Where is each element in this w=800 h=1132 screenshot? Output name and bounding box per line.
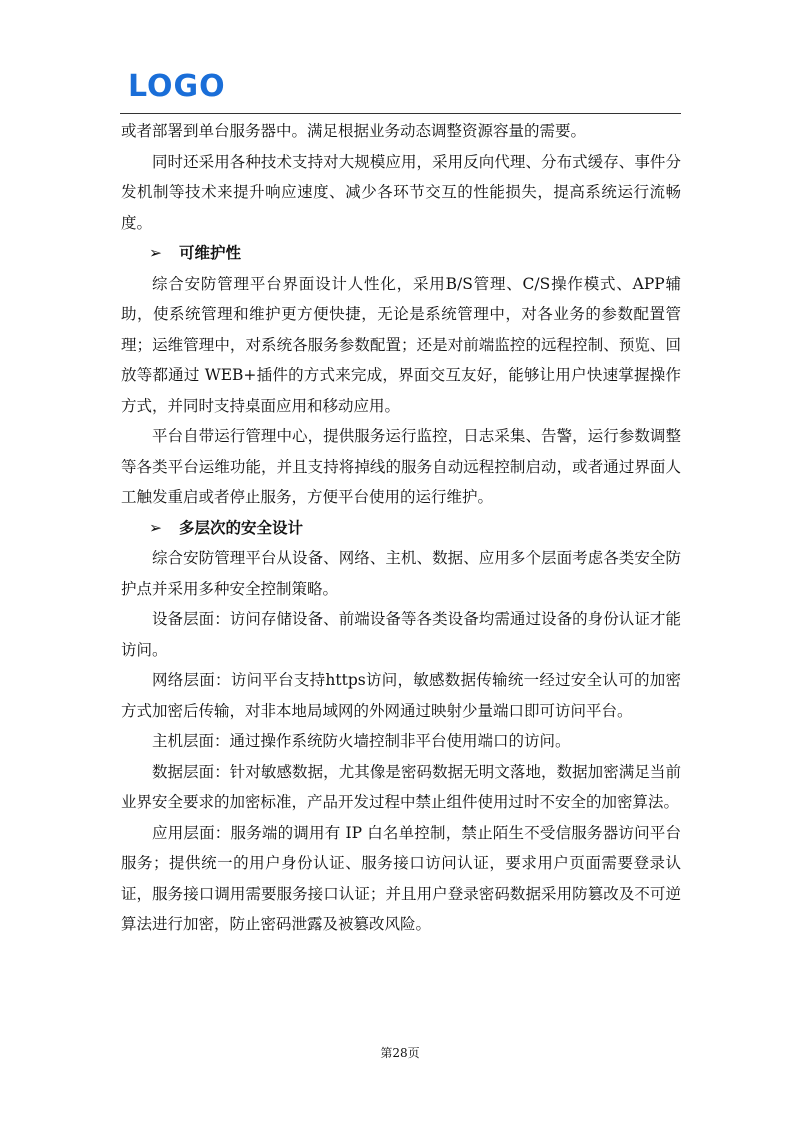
paragraph-maintainability-ui: 综合安防管理平台界面设计人性化，采用B/S管理、C/S操作模式、APP辅助，使系统管理和维护更方便快捷，无论是系统管理中，对各业务的参数配置管理；运维管理中，对系统各服务参数配置；还是对前端监控的远程控制、预览、回放等都通过 WEB+插件的方式来完成，界面交互友好，能够让用户快速掌握操作方式，并同时支持桌面应用和移动应用。 [121,274,681,415]
paragraph-performance: 同时还采用各种技术支持对大规模应用，采用反向代理、分布式缓存、事件分发机制等技术来提升响应速度、减少各环节交互的性能损失，提高系统运行流畅度。 [121,152,681,232]
page-number: 第28页 [380,1046,420,1060]
paragraph-maintainability-ops: 平台自带运行管理中心，提供服务运行监控，日志采集、告警，运行参数调整等各类平台运维功能，并且支持将掉线的服务自动远程控制启动，或者通过界面人工触发重启或者停止服务，方便平台使用的运行维护。 [121,427,681,506]
arrow-bullet-icon: ➢ [149,518,162,537]
paragraph-continuation: 或者部署到单台服务器中。满足根据业务动态调整资源容量的需要。 [121,122,587,140]
section-heading-maintainability [121,238,681,269]
paragraph-security-application: 应用层面：服务端的调用有 IP 白名单控制，禁止陌生不受信服务器访问平台服务；提供统一的用户身份认证、服务接口访问认证，要求用户页面需要登录认证，服务接口调用需要服务接口认证；并且用户登录密码数据采用防篡改及不可逆算法进行加密，防止密码泄露及被篡改风险。 [121,823,681,933]
arrow-bullet-icon: ➢ [149,244,162,262]
document-body [121,116,681,940]
section-heading-security [121,513,681,544]
paragraph-security-data: 数据层面：针对敏感数据，尤其像是密码数据无明文落地，数据加密满足当前业界安全要求的加密标准，产品开发过程中禁止组件使用过时不安全的加密算法。 [121,762,681,811]
logo: LOGO [128,69,226,104]
paragraph-security-network: 网络层面：访问平台支持https访问，敏感数据传输统一经过安全认可的加密方式加密后传输，对非本地局域网的外网通过映射少量端口即可访问平台。 [121,671,681,720]
section-title: 多层次的安全设计 [179,518,304,537]
header-divider [120,113,681,114]
paragraph-security-host: 主机层面：通过操作系统防火墙控制非平台使用端口的访问。 [152,732,571,750]
section-title: 可维护性 [179,244,242,262]
paragraph-security-device: 设备层面：访问存储设备、前端设备等各类设备均需通过设备的身份认证才能访问。 [121,610,681,659]
paragraph-security-overview: 综合安防管理平台从设备、网络、主机、数据、应用多个层面考虑各类安全防护点并采用多种安全控制策略。 [121,549,681,598]
